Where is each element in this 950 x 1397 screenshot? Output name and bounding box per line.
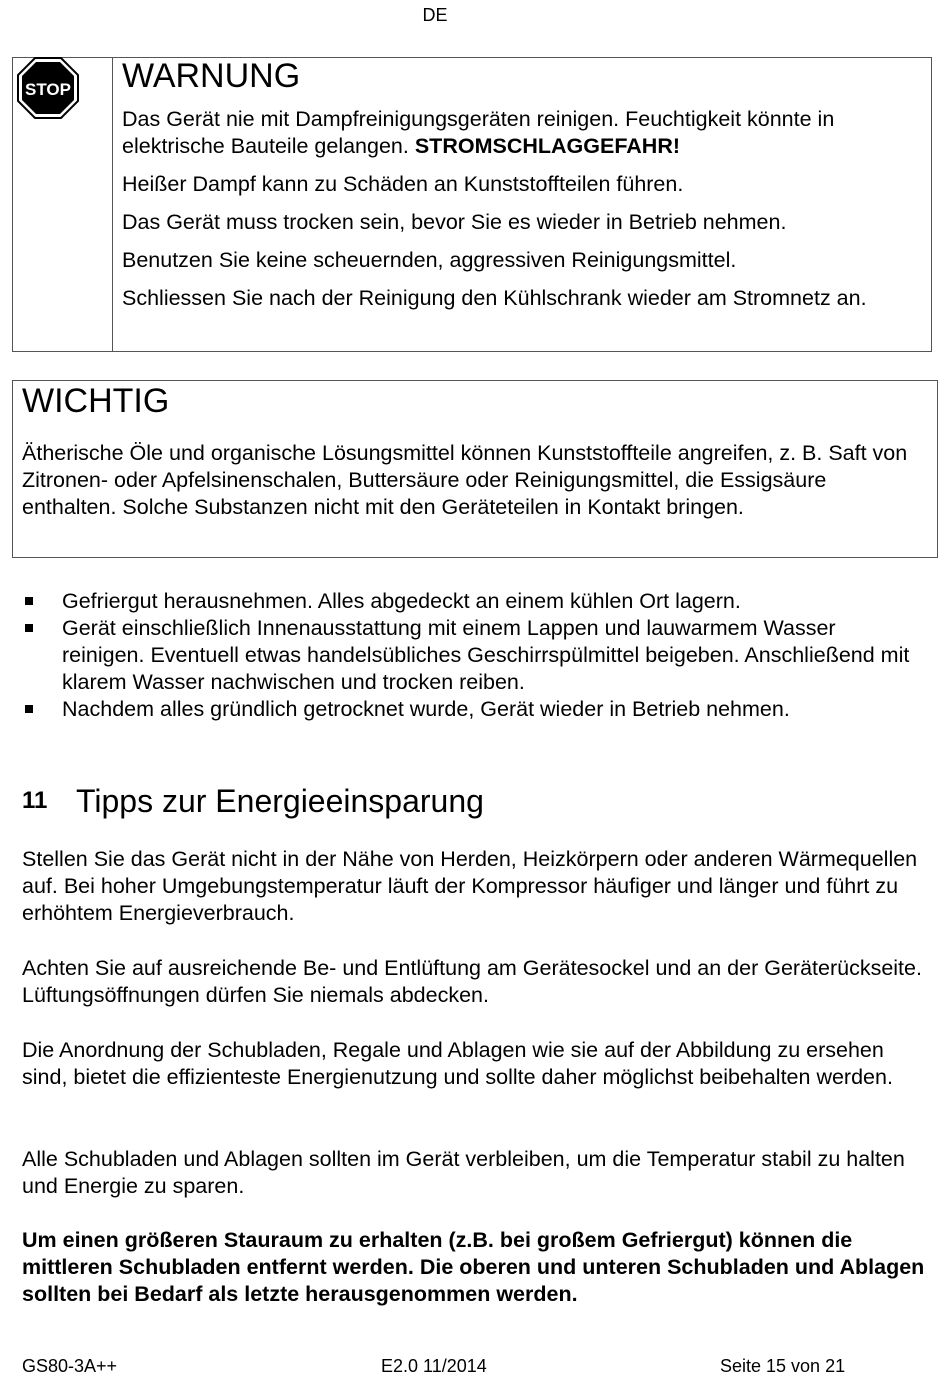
paragraph-4: Alle Schubladen und Ablagen sollten im Gerät verbleiben, um die Temperatur stabil zu halten und Energie zu sparen. <box>22 1147 905 1198</box>
warning-line-1: Das Gerät nie mit Dampfreinigungsgeräten reinigen. Feuchtigkeit könnte in elektrische Bauteile gelangen. STROMSCHLAGGEFAHR! <box>122 107 835 158</box>
important-title: WICHTIG <box>22 382 170 420</box>
warning-content <box>122 56 922 323</box>
footer-edition: E2.0 11/2014 <box>381 1356 487 1376</box>
list-item: Gefriergut herausnehmen. Alles abgedeckt an einem kühlen Ort lagern. <box>22 588 922 615</box>
footer-model: GS80-3A++ <box>22 1356 118 1376</box>
warning-line-5: Schliessen Sie nach der Reinigung den Kühlschrank wieder am Stromnetz an. <box>122 286 867 310</box>
footer-page-number: Seite 15 von 21 <box>720 1356 846 1376</box>
paragraph-5-bold: Um einen größeren Stauraum zu erhalten (z.B. bei großem Gefriergut) können die mittleren Schubladen entfernt werden. Die oberen und unteren Schubladen und Ablagen sollten bei Bedarf als letzte herausgenommen werden. <box>22 1228 925 1306</box>
stop-sign-icon <box>16 56 80 120</box>
paragraph-3: Die Anordnung der Schubladen, Regale und Ablagen wie sie auf der Abbildung zu ersehen sind, bietet die effizienteste Energienutzung und sollte daher möglichst beibehalten werden. <box>22 1038 893 1089</box>
language-code: DE <box>422 5 448 25</box>
warning-box-divider <box>112 57 113 352</box>
paragraph-2: Achten Sie auf ausreichende Be- und Entlüftung am Gerätesockel und an der Geräterückseite. Lüftungsöffnungen dürfen Sie niemals abdecken. <box>22 956 922 1007</box>
cleaning-steps-list <box>22 588 922 723</box>
electric-shock-warning: STROMSCHLAGGEFAHR! <box>414 134 681 158</box>
stop-sign-label: STOP <box>25 80 71 99</box>
important-text: Ätherische Öle und organische Lösungsmittel können Kunststoffteile angreifen, z. B. Saft von Zitronen- oder Apfelsinenschalen, Buttersäure oder Reinigungsmittel, die Essigsäure enthalten. Solche Substanzen nicht mit den Geräteteilen in Kontakt bringen. <box>22 441 908 519</box>
paragraph-1: Stellen Sie das Gerät nicht in der Nähe von Herden, Heizkörpern oder anderen Wärmequellen auf. Bei hoher Umgebungstemperatur läuft der Kompressor häufiger und länger und führt zu erhöhtem Energieverbrauch. <box>22 847 918 925</box>
list-item: Nachdem alles gründlich getrocknet wurde, Gerät wieder in Betrieb nehmen. <box>22 696 922 723</box>
warning-line-4: Benutzen Sie keine scheuernden, aggressiven Reinigungsmittel. <box>122 248 737 272</box>
warning-title: WARNUNG <box>122 57 301 95</box>
list-item: Gerät einschließlich Innenausstattung mit einem Lappen und lauwarmem Wasser reinigen. Eventuell etwas handelsübliches Geschirrspülmittel beigeben. Anschließend mit klarem Wasser nachwischen und trocken reiben. <box>22 615 922 696</box>
warning-line-3: Das Gerät muss trocken sein, bevor Sie es wieder in Betrieb nehmen. <box>122 210 787 234</box>
warning-line-2: Heißer Dampf kann zu Schäden an Kunststoffteilen führen. <box>122 172 684 196</box>
section-title: Tipps zur Energieeinsparung <box>76 783 484 819</box>
section-number: 11 <box>22 787 48 814</box>
